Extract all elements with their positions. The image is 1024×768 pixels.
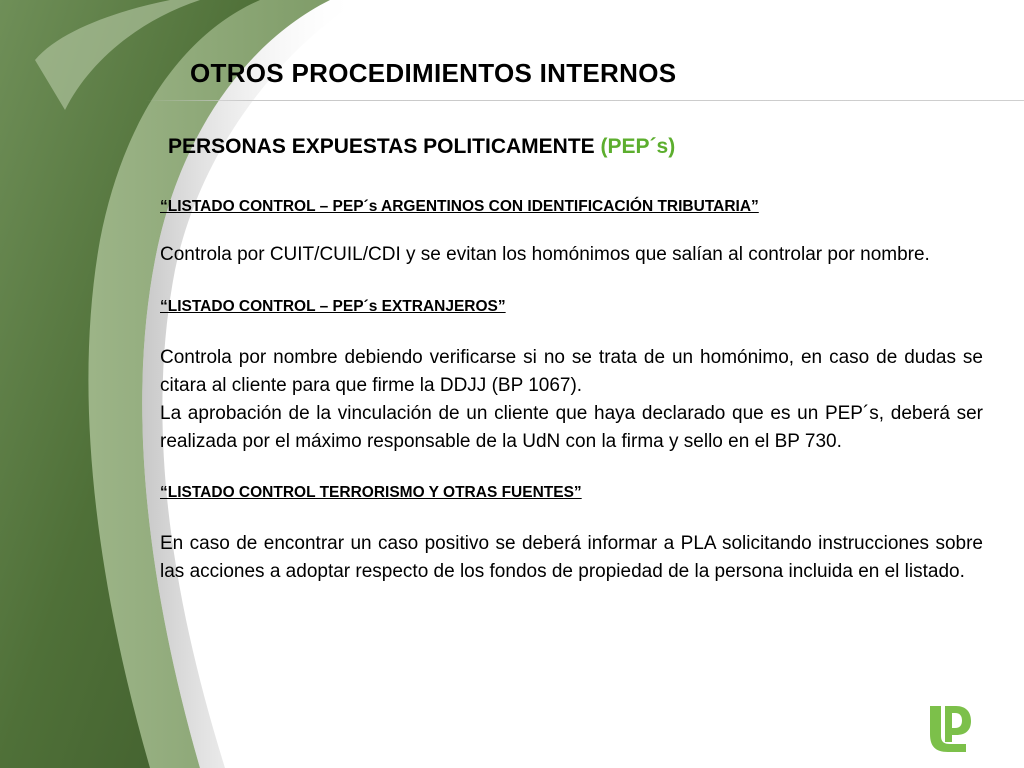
section-paragraph: Controla por CUIT/CUIL/CDI y se evitan los homónimos que salían al controlar por nombre.	[160, 244, 930, 265]
section-heading-terrorismo: “LISTADO CONTROL TERRORISMO Y OTRAS FUENTES”	[160, 484, 582, 501]
subtitle-accent: (PEP´s)	[600, 135, 676, 158]
brand-logo-icon	[926, 702, 974, 756]
section-heading-pep-extranjeros: “LISTADO CONTROL – PEP´s EXTRANJEROS”	[160, 298, 506, 315]
section-paragraph: La aprobación de la vinculación de un cliente que haya declarado que es un PEP´s, deberá ser realizada por el máximo responsable de la UdN con la firma y sello en el BP 730.	[160, 403, 983, 452]
slide-subtitle	[168, 135, 675, 159]
slide-title: OTROS PROCEDIMIENTOS INTERNOS	[190, 58, 677, 88]
subtitle-text: PERSONAS EXPUESTAS POLITICAMENTE	[168, 135, 595, 158]
section-paragraph: Controla por nombre debiendo verificarse si no se trata de un homónimo, en caso de dudas se citara al cliente para que firme la DDJJ (BP 1067).	[160, 347, 983, 396]
section-heading-pep-argentinos: “LISTADO CONTROL – PEP´s ARGENTINOS CON IDENTIFICACIÓN TRIBUTARIA”	[160, 198, 759, 215]
section-paragraph: En caso de encontrar un caso positivo se deberá informar a PLA solicitando instrucciones sobre las acciones a adoptar respecto de los fondos de propiedad de la persona incluida en el listado.	[160, 533, 983, 582]
slide-content	[160, 195, 983, 586]
title-divider	[145, 100, 1024, 101]
